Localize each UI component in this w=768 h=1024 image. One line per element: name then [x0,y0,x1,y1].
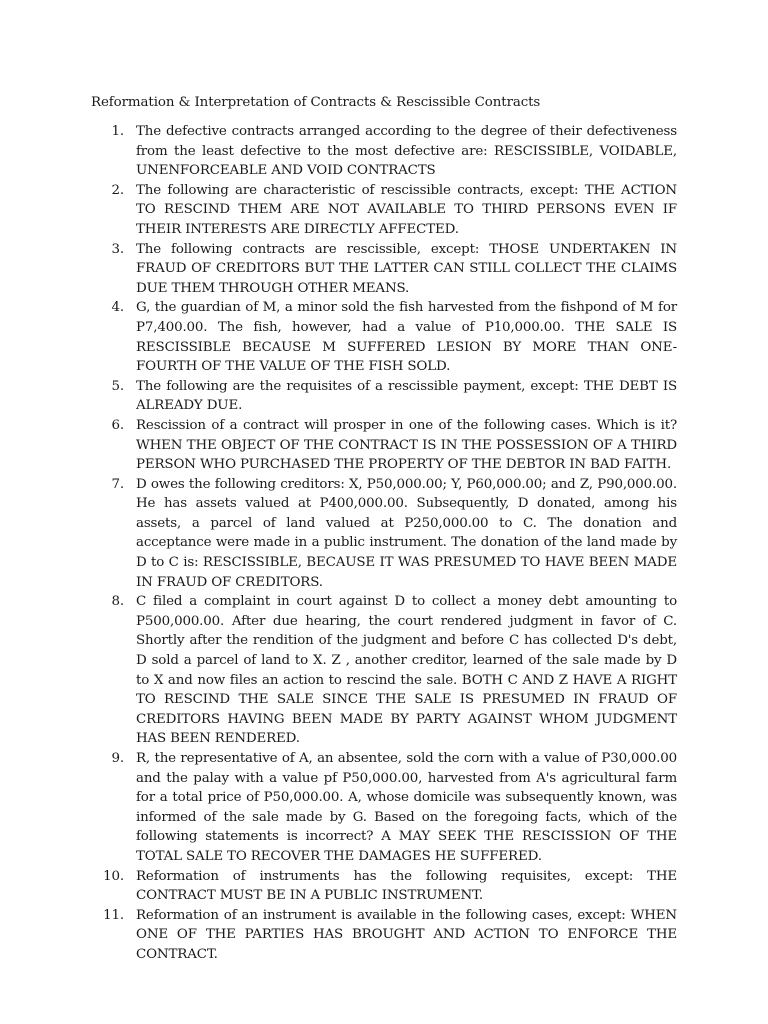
item-number: 11. [103,907,124,923]
list-item [0,298,677,376]
list-item [0,377,677,416]
item-text: Reformation of instruments has the following requisites, except: THE CONTRACT MUST BE IN A PUBLIC INSTRUMENT. [136,868,677,904]
item-number: 6. [111,417,124,433]
item-text: Reformation of an instrument is available in the following cases, except: WHEN ONE OF THE PARTIES HAS BROUGHT AND ACTION TO ENFORCE THE CONTRACT. [136,907,677,962]
item-text: The following contracts are rescissible, except: THOSE UNDERTAKEN IN FRAUD OF CREDITORS BUT THE LATTER CAN STILL COLLECT THE CLAIMS DUE THEM THROUGH OTHER MEANS. [136,241,677,296]
item-text: The following are characteristic of rescissible contracts, except: THE ACTION TO RESCIND THEM ARE NOT AVAILABLE TO THIRD PERSONS EVEN IF THEIR INTERESTS ARE DIRECTLY AFFECTED. [136,182,677,237]
item-text: Rescission of a contract will prosper in one of the following cases. Which is it? WHEN THE OBJECT OF THE CONTRACT IS IN THE POSSESSION OF A THIRD PERSON WHO PURCHASED THE PROPERTY OF THE DEBTOR IN BAD FAITH. [136,417,677,473]
item-text: G, the guardian of M, a minor sold the fish harvested from the fishpond of M for P7,400.00. The fish, however, had a value of P10,000.00. THE SALE IS RESCISSIBLE BECAUSE M SUFFERED LESION BY MORE THAN ONE-FOURTH OF THE VALUE OF THE FISH SOLD. [136,300,677,375]
item-number: 3. [111,241,124,257]
item-number: 2. [111,182,124,198]
document-title: Reformation & Interpretation of Contracts & Rescissible Contracts [91,95,541,110]
list-item [0,749,677,867]
list-item [0,592,677,749]
item-number: 5. [111,378,124,394]
item-text: The following are the requisites of a rescissible payment, except: THE DEBT IS ALREADY DUE. [136,378,677,414]
item-text: R, the representative of A, an absentee, sold the corn with a value of P30,000.00 and the palay with a value pf P50,000.00, harvested from A's agricultural farm for a total price of P50,000.00. A, whose domicile was subsequently known, was informed of the sale made by G. Based on the foregoing facts, which of the following statements is incorrect? A MAY SEEK THE RESCISSION OF THE TOTAL SALE TO RECOVER THE DAMAGES HE SUFFERED. [136,751,677,864]
item-text: The defective contracts arranged according to the degree of their defectiveness from the least defective to the most defective are: RESCISSIBLE, VOIDABLE, UNENFORCEABLE AND VOID CONTRACTS [136,124,677,179]
item-text: C filed a complaint in court against D to collect a money debt amounting to P500,000.00. After due hearing, the court rendered judgment in favor of C. Shortly after the rendition of the judgment and before C has collected D's debt, D sold a parcel of land to X. Z , another creditor, learned of the sale made by D to X and now files an action to rescind the sale. BOTH C AND Z HAVE A RIGHT TO RESCIND THE SALE SINCE THE SALE IS PRESUMED IN FRAUD OF CREDITORS HAVING BEEN MADE BY PARTY AGAINST WHOM JUDGMENT HAS BEEN RENDERED. [136,594,677,747]
item-number: 10. [103,868,124,884]
list-item [0,240,677,299]
item-number: 9. [111,751,124,766]
list-item [0,906,677,965]
question-list [0,122,677,965]
list-item [0,475,677,593]
item-number: 4. [111,300,124,316]
list-item [0,122,677,181]
item-number: 1. [111,124,124,139]
item-number: 8. [111,594,124,610]
item-number: 7. [111,476,124,492]
list-item [0,867,677,906]
list-item [0,416,677,475]
item-text: D owes the following creditors: X, P50,000.00; Y, P60,000.00; and Z, P90,000.00. He has assets valued at P400,000.00. Subsequently, D donated, among his assets, a parcel of land valued at P250,000.00 to C. The donation and acceptance were made in a public instrument. The donation of the land made by D to C is: RESCISSIBLE, BECAUSE IT WAS PRESUMED TO HAVE BEEN MADE IN FRAUD OF CREDITORS. [136,476,677,590]
list-item [0,181,677,240]
